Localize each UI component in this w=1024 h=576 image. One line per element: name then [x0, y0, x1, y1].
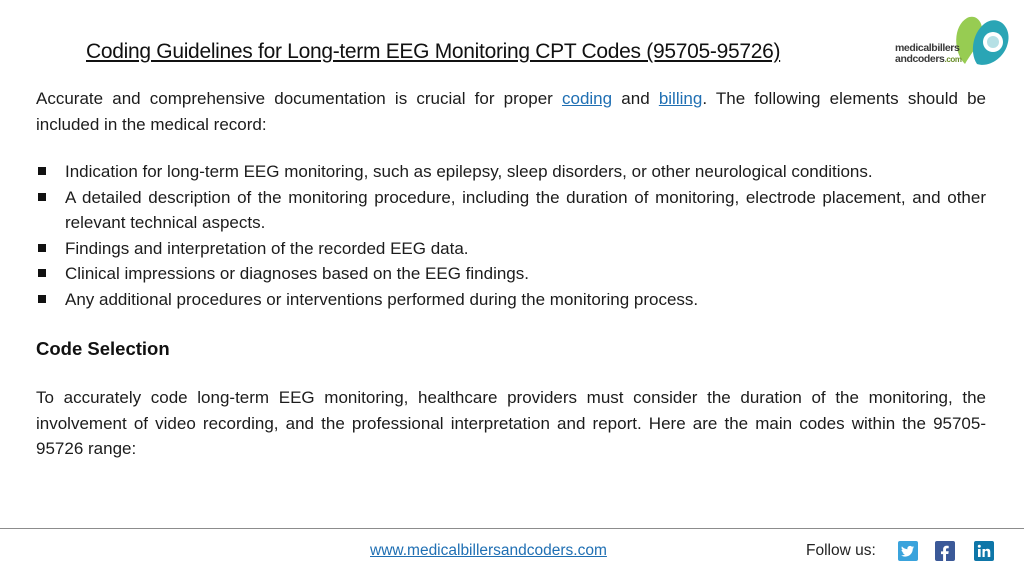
list-item: Clinical impressions or diagnoses based on the EEG findings.	[36, 261, 986, 287]
facebook-icon[interactable]	[935, 541, 955, 561]
bullet-square-icon	[38, 269, 46, 277]
code-selection-paragraph: To accurately code long-term EEG monitoring, healthcare providers must consider the duration of the monitoring, the involvement of video recording, and the professional interpretation and report. Here are the main codes within the 95705-95726 range:	[36, 388, 986, 458]
follow-us-label: Follow us:	[806, 542, 876, 559]
intro-text-after: . The following elements should be included in the medical record:	[36, 89, 987, 134]
list-item: Findings and interpretation of the recorded EEG data.	[36, 236, 986, 262]
logo-line-2: andcoders	[895, 53, 945, 65]
logo-suffix: .com	[944, 55, 962, 64]
logo-line-1: medicalbillers	[895, 42, 960, 54]
list-item: Indication for long-term EEG monitoring, such as epilepsy, sleep disorders, or other neurological conditions.	[36, 159, 986, 185]
bullet-square-icon	[38, 193, 46, 201]
section-heading: Code Selection	[36, 338, 170, 359]
twitter-icon[interactable]	[898, 541, 918, 561]
list-item: A detailed description of the monitoring procedure, including the duration of monitoring, electrode placement, and other relevant technical aspects.	[36, 185, 986, 236]
intro-text-middle: and	[612, 89, 659, 108]
bullet-square-icon	[38, 167, 46, 175]
intro-paragraph	[36, 86, 986, 137]
documentation-list	[36, 159, 986, 312]
coding-link[interactable]: coding	[562, 89, 613, 108]
slide-title: Coding Guidelines for Long-term EEG Monitoring CPT Codes (95705-95726)	[86, 40, 781, 63]
list-item: Any additional procedures or interventions performed during the monitoring process.	[36, 287, 986, 313]
logo-text	[895, 43, 962, 65]
footer-divider	[0, 528, 1024, 529]
website-link[interactable]: www.medicalbillersandcoders.com	[370, 542, 607, 559]
intro-text-before: Accurate and comprehensive documentation is crucial for proper	[36, 89, 562, 108]
linkedin-icon[interactable]	[974, 541, 994, 561]
billing-link[interactable]: billing	[658, 89, 703, 108]
bullet-square-icon	[38, 295, 46, 303]
company-logo[interactable]	[893, 12, 1013, 74]
bullet-square-icon	[38, 244, 46, 252]
slide-body	[36, 86, 986, 462]
